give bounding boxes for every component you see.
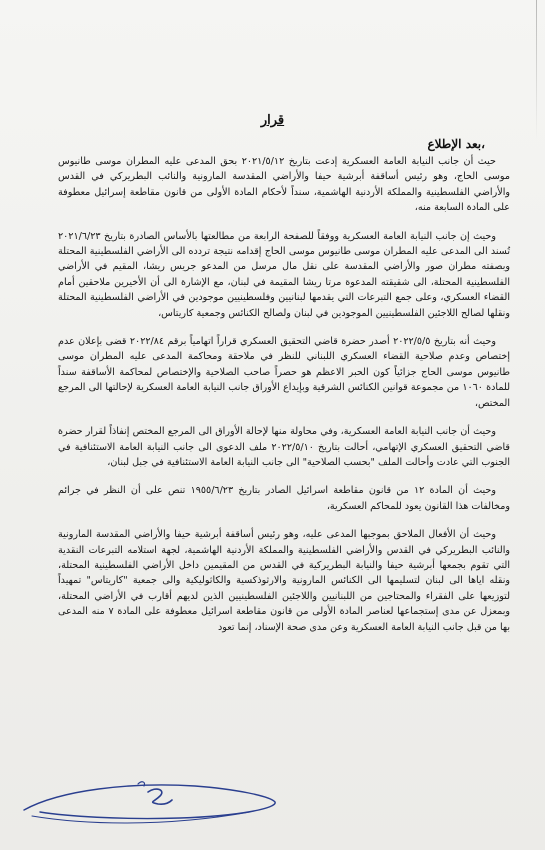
paragraph-4: وحيث أن جانب النيابة العامة العسكرية، وفي محاولة منها لإحالة الأوراق الى المرجع المختص إنفاذاً لقرار حضرة قاضي التحقيق العسكري الإتهامي، أحالت بتاريخ ٢٠٢٢/٥/١٠ ملف الدعوى الى جانب النيابة العامة الاستئنافية في الجنوب التي عادت وأحالت الملف "بحسب الصلاحية" الى جانب النيابة العامة الاستئنافية في جبل لبنان،	[58, 426, 511, 468]
paragraph-5: وحيث أن المادة ١٢ من قانون مقاطعة اسرائيل الصادر بتاريخ ١٩٥٥/٦/٢٣ تنص على أن النظر في جرائم ومخالفات هذا القانون يعود للمحاكم العسكرية،	[58, 485, 510, 512]
paragraph-2: وحيث إن جانب النيابة العامة العسكرية ووفقاً للصفحة الرابعة من مطالعتها بالأساس الصادرة بتاريخ ٢٠٢١/٦/٢٣ تُسند الى المدعى عليه المطران موسى طانيوس موسى الحاج إقدامه نتيجة تردده الى الأراضي الفلسطينية المحتلة وبصفته مطران صور والأراضي المقدسة على نقل مال مرسل من المدعو جريس ريشا، المقيم في الأراضي الفلسطينية المحتلة، الى شقيقته المدعوة مرتا ريشا المقيمة في لبنان، مع الإشارة الى أن الأخيرين ملاحقين أمام القضاء العسكري، وعلى جمع التبرعات التي يقدمها لبنانيين وفلسطينيين موجودين في الأراضي الفلسطينية المحتلة ونقلها لصالح اللاجئين الفلسطينيين الموجودين في لبنان ولصالح الكنائس وجمعية كاريتاس،	[58, 230, 510, 319]
document-body	[58, 154, 510, 635]
opening-phrase: بعد الإطلاع،	[427, 137, 485, 151]
handwritten-signature	[20, 772, 280, 834]
document-title: قرار	[260, 113, 285, 128]
paragraph-3: وحيث أنه بتاريخ ٢٠٢٢/٥/٥ أصدر حضرة قاضي التحقيق العسكري قراراً اتهامياً برقم ٢٠٢٢/٨٤ قضى بإعلان عدم إختصاص وعدم صلاحية القضاء العسكري اللبناني للنظر في ملاحقة ومحاكمة المدعى عليه المطران موسى طانيوس موسى الحاج جزائياً كون الحبر الاعظم هو حصراً صاحب الصلاحية والإختصاص لمحاكمة الأساقفة سنداً للمادة ١٠٦٠ من مجموعة قوانين الكنائس الشرقية وبإيداع الأوراق جانب النيابة العامة العسكرية لإحالتها الى المرجع المختص،	[58, 336, 510, 409]
paragraph-1: حيث أن جانب النيابة العامة العسكرية إدعت بتاريخ ٢٠٢١/٥/١٢ بحق المدعى عليه المطران موسى طانيوس موسى الحاج، وهو رئيس أساقفة أبرشية حيفا والأراضي المقدسة المارونية والنائب البطريركي في القدس والأراضي الفلسطينية والمملكة الأردنية الهاشمية، سنداً لأحكام المادة الأولى من قانون مقاطعة إسرائيل معطوفة على المادة السابعة منه،	[58, 156, 510, 214]
paragraph-6: وحيث أن الأفعال الملاحق بموجبها المدعى عليه، وهو رئيس أساقفة أبرشية حيفا والأراضي المقدسة المارونية والنائب البطريركي في القدس والأراضي الفلسطينية والمملكة الأردنية الهاشمية، لجهة استلامه التبرعات النقدية التي تقوم بجمعها أبرشية حيفا والنيابة البطريركية في القدس من المقيمين داخل الأراضي الفلسطينية المحتلة، ونقله اياها الى لبنان لتسليمها الى الكنائس المارونية والارثوذكسية والكاثوليكية والى جمعية "كاريتاس" تمهيداً لتوزيعها على الفقراء والمحتاجين من اللبنانيين واللاجئين الفلسطينيين الذين لديهم أقارب في الأراضي المحتلة، وبمعزل عن مدى إستجماعها لعناصر المادة الأولى من قانون مقاطعة اسرائيل معطوفة على المادة ٧ منه المدعى بها من قبل جانب النيابة العامة العسكرية وعن مدى صحة الإسناد، إنما تعود	[58, 529, 510, 633]
